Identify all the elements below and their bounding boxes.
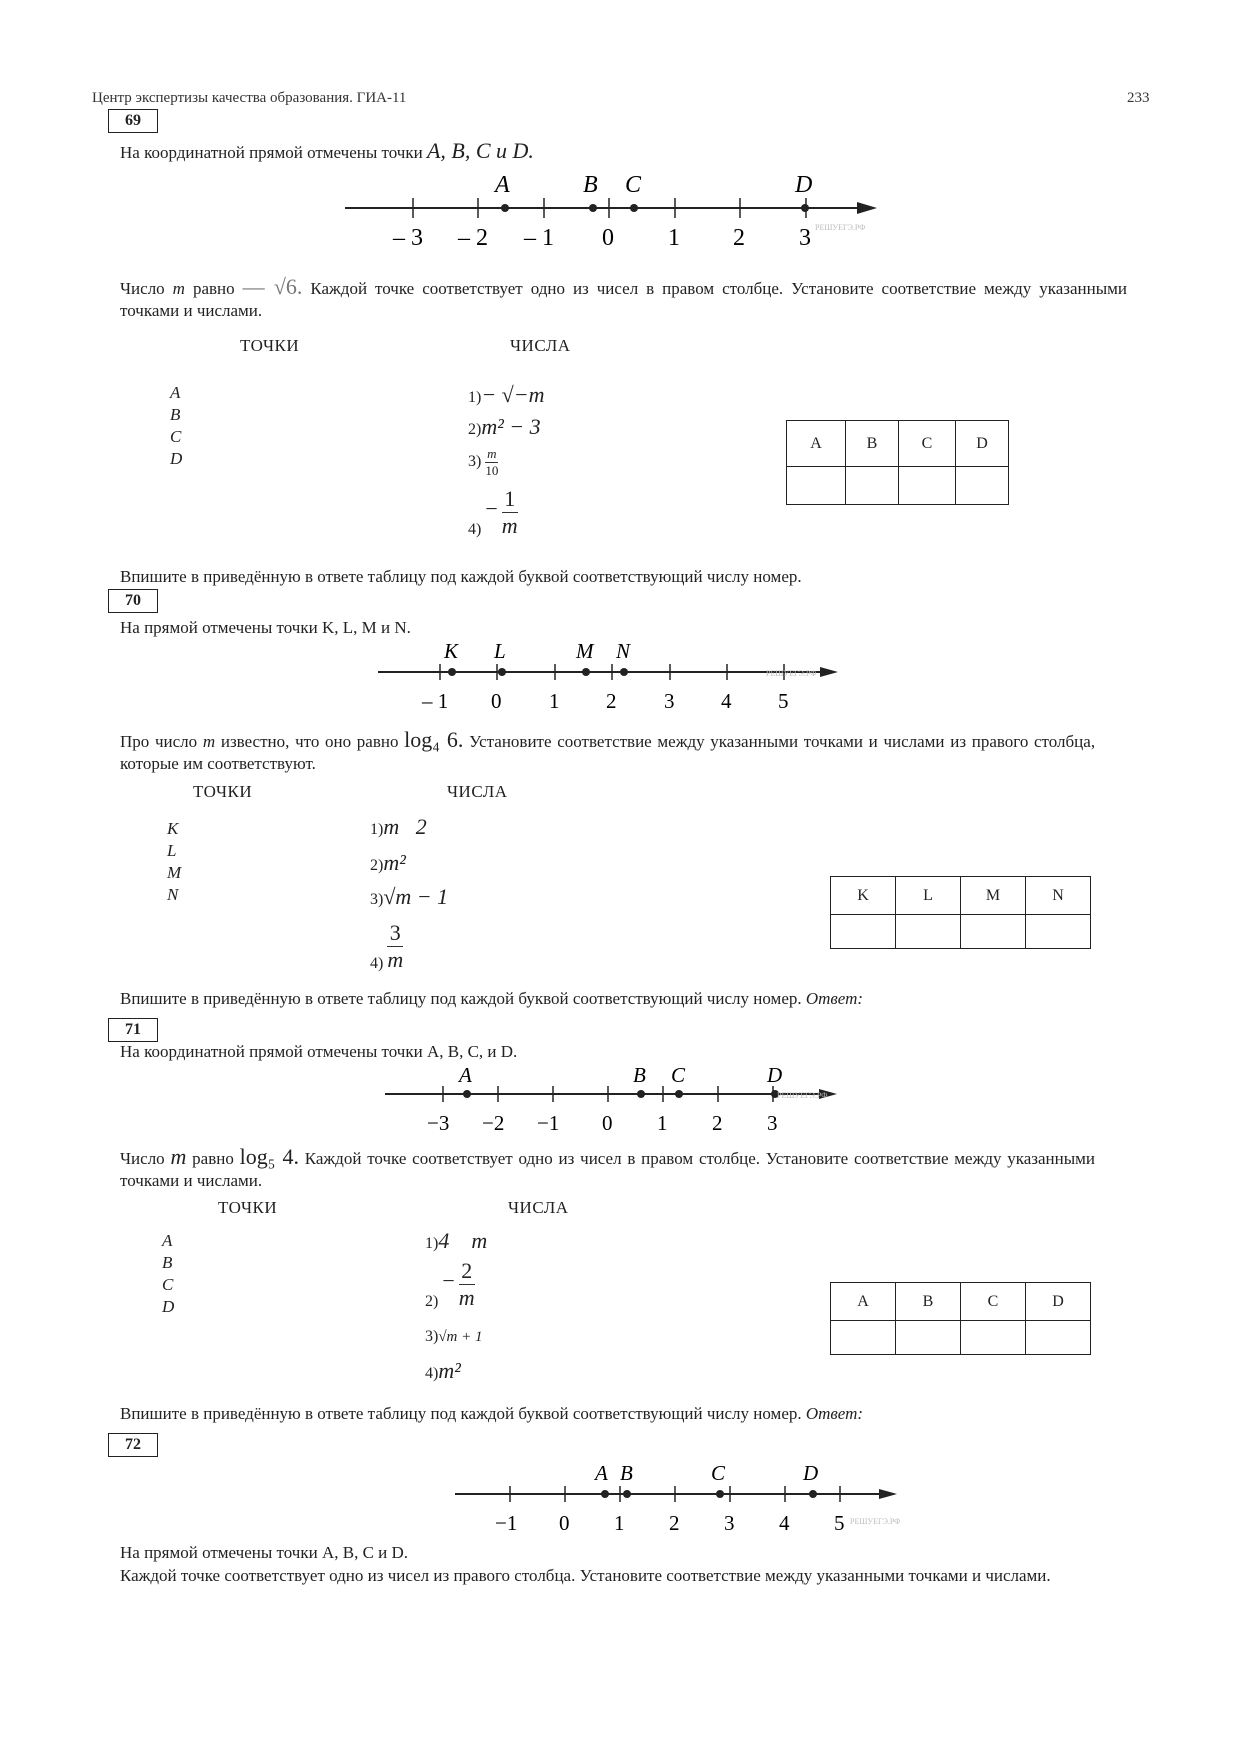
answer-cell[interactable] [1026,1321,1091,1355]
option-71-1: 1)4 m [425,1228,488,1253]
point-marker [582,668,590,676]
tick-label: 2 [606,689,617,713]
column-header-numbers: ЧИСЛА [508,1198,569,1217]
option-69-1: 1)− √−m [468,382,545,407]
point-label: B [583,172,598,198]
point-marker [463,1090,471,1098]
points-list-71: A B C D [162,1231,175,1316]
tick-label: 0 [602,1111,613,1135]
tick-label: 1 [657,1111,668,1135]
point-marker [620,668,628,676]
point-label: K [444,640,459,663]
watermark: РЕШУЕГЭ.РФ [850,1517,901,1526]
tick-label: −1 [495,1511,518,1535]
tick-label: −1 [537,1111,560,1135]
answer-cell[interactable] [831,1321,896,1355]
task-71-intro: На координатной прямой отмечены точки A, B, C, и D. [120,1042,518,1061]
tick-label: 0 [559,1511,570,1535]
column-header-points: ТОЧКИ [218,1198,278,1217]
tick-label: 1 [549,689,560,713]
point-label: A [595,1462,608,1485]
point-label: M [576,640,594,663]
task-number-69: 69 [108,109,158,133]
option-71-3: 3)√m + 1 [425,1328,483,1345]
tick-label: −3 [427,1111,450,1135]
option-70-3: 3)√m − 1 [370,884,449,909]
option-69-4: 4) − $\frac{1}{m}$ [468,486,518,538]
number-line-71 [385,1062,845,1137]
tick-label: – 3 [393,225,423,250]
tick-label: – 1 [422,689,449,713]
answer-cell[interactable] [899,467,956,505]
tick-label: 3 [664,689,675,713]
tick-label: 3 [767,1111,778,1135]
watermark: РЕШУЕГЭ.РФ [777,1091,828,1100]
point-marker [501,204,509,212]
points-list-70: K L M N [167,819,182,904]
answer-cell[interactable] [896,1321,961,1355]
point-label: A [495,172,510,198]
option-69-2: 2)m² − 3 [468,414,541,439]
point-label: B [620,1462,633,1485]
point-label: D [803,1462,819,1485]
column-header-numbers: ЧИСЛА [510,336,571,355]
point-label: D [795,172,813,198]
answer-label: Ответ: [805,989,864,1008]
point-marker [801,204,809,212]
task-number-70: 70 [108,589,158,613]
answer-cell[interactable] [846,467,899,505]
tick-label: 2 [712,1111,723,1135]
tick-label: −2 [482,1111,505,1135]
tick-label: – 1 [524,225,554,250]
column-header-numbers: ЧИСЛА [447,782,508,801]
task-70-intro: На прямой отмечены точки K, L, M и N. [120,618,411,637]
point-label: C [671,1063,686,1087]
task-69-condition: Число m равно — √6. Каждой точке соответствует одно из чисел в правом столбце. Установите соответствие между указанными точками и числами. [120,274,1128,320]
answer-table-71: A B C D [830,1282,1091,1355]
task-71-footer: Впишите в приведённую в ответе таблицу под каждой буквой соответствующий числу номер. Ответ: [120,1404,864,1423]
watermark: РЕШУЕГЭ.РФ [815,223,866,232]
task-number-71: 71 [108,1018,158,1042]
point-marker [498,668,506,676]
number-line-70 [378,640,848,715]
number-line-69 [345,170,885,250]
option-71-2: 2) − $\frac{2}{m}$ [425,1258,475,1310]
answer-cell[interactable] [896,915,961,949]
tick-label: 0 [602,225,614,250]
point-marker [675,1090,683,1098]
answer-label: Ответ: [805,1404,864,1423]
point-marker [716,1490,724,1498]
option-70-1: 1)m 2 [370,814,427,839]
option-70-4: 4) $\frac{3}{m}$ [370,920,404,972]
task-72-condition: Каждой точке соответствует одно из чисел из правого столбца. Установите соответствие между указанными точками и числами. [120,1566,1051,1585]
point-marker [589,204,597,212]
tick-label: 1 [668,225,680,250]
tick-label: 5 [778,689,789,713]
point-label: B [633,1063,646,1087]
answer-cell[interactable] [961,1321,1026,1355]
task-number-72: 72 [108,1433,158,1457]
watermark: РЕШУЕГЭ.РФ [766,669,817,678]
tick-label: 0 [491,689,502,713]
column-header-points: ТОЧКИ [193,782,253,801]
tick-label: 1 [614,1511,625,1535]
option-70-2: 2)m² [370,850,406,875]
point-marker [637,1090,645,1098]
point-marker [448,668,456,676]
column-header-points: ТОЧКИ [240,336,300,355]
tick-label: 3 [799,225,811,250]
point-marker [809,1490,817,1498]
task-72-intro: На прямой отмечены точки A, B, C и D. [120,1543,409,1562]
tick-label: 3 [724,1511,735,1535]
tick-label: 5 [834,1511,845,1535]
answer-cell[interactable] [787,467,846,505]
point-label: A [459,1063,472,1087]
point-marker [601,1490,609,1498]
point-marker [623,1490,631,1498]
tick-label: 2 [733,225,745,250]
answer-cell[interactable] [831,915,896,949]
option-69-3: 3) $\frac{m}{10}$ [468,446,499,478]
point-label: C [625,172,642,198]
point-label: N [616,640,631,663]
task-70-footer: Впишите в приведённую в ответе таблицу под каждой буквой соответствующий числу номер. Ответ: [120,989,864,1008]
option-71-4: 4)m² [425,1358,461,1383]
tick-label: – 2 [458,225,488,250]
answer-cell[interactable] [961,915,1026,949]
tick-label: 2 [669,1511,680,1535]
answer-cell[interactable] [1026,915,1091,949]
point-marker [630,204,638,212]
points-list-69: A B C D [170,383,183,468]
answer-cell[interactable] [956,467,1009,505]
number-line-72 [455,1462,935,1537]
page-number: 233 [1127,90,1150,106]
tick-label: 4 [779,1511,790,1535]
task-71-condition: Число m равно log₅ 4. Каждой точке соответствует одно из чисел в правом столбце. Установите соответствие между указанными точками и числами. [120,1144,1096,1190]
point-label: D [767,1063,783,1087]
task-70-condition: Про число m известно, что оно равно log₄ 6. Установите соответствие между указанными точками и числами из правого столбца, которые им соответствуют. [120,727,1096,773]
answer-table-69: A B C D [786,420,1009,505]
page-header-title: Центр экспертизы качества образования. ГИА-11 [92,90,407,106]
point-label: C [711,1462,726,1485]
task-69-intro: На координатной прямой отмечены точки A, B, C и D. [120,138,534,163]
tick-label: 4 [721,689,732,713]
answer-table-70: K L M N [830,876,1091,949]
task-69-footer: Впишите в приведённую в ответе таблицу под каждой буквой соответствующий числу номер. [120,567,802,586]
point-label: L [494,640,506,663]
